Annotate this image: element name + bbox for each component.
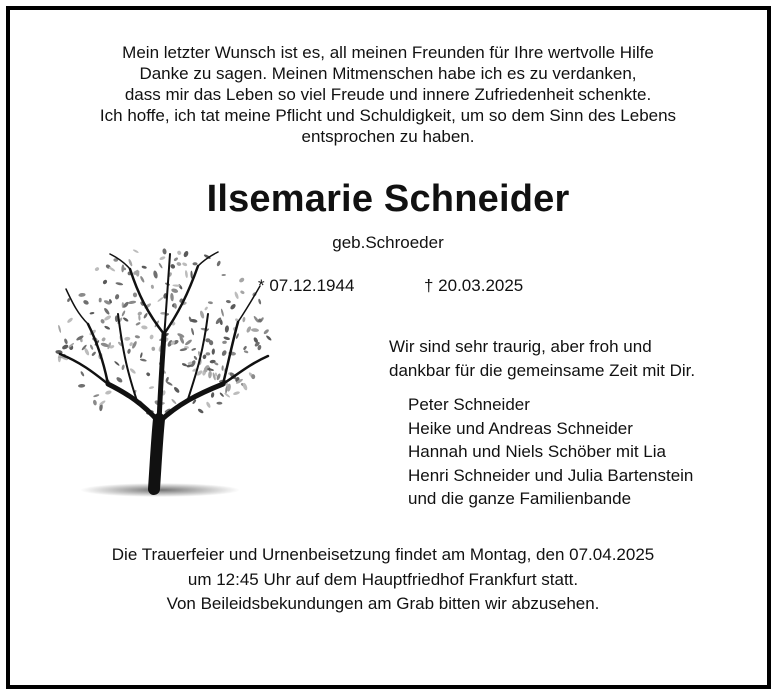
service-line: um 12:45 Uhr auf dem Hauptfriedhof Frankfurt statt.	[187, 569, 579, 589]
death-date: † 20.03.2025	[424, 276, 524, 295]
tree-leaf	[204, 306, 208, 311]
tree-leaf	[89, 312, 94, 315]
tree-leaf	[103, 307, 110, 315]
mourner-line: Hannah und Niels Schöber mit Lia	[408, 442, 666, 461]
tree-leaf	[258, 298, 262, 304]
tree-leaf	[105, 390, 112, 395]
tree-leaf	[173, 386, 180, 394]
tree-leaf	[158, 262, 163, 268]
tree-leaf	[193, 355, 198, 360]
tree-leaf	[151, 284, 155, 289]
tree-leaf	[132, 249, 139, 254]
maiden-name: geb.Schroeder	[332, 233, 444, 252]
poem	[0, 42, 776, 147]
tree-leaf	[191, 348, 196, 352]
tree-leaf	[99, 298, 102, 303]
tree-leaf	[82, 299, 89, 305]
tree-leaf	[141, 325, 148, 330]
tree-leaf	[115, 376, 123, 383]
tree-leaf	[92, 399, 97, 405]
tree-leaf	[243, 345, 248, 350]
tree-leaf	[183, 250, 189, 258]
tree-leaf	[240, 290, 245, 295]
tree-leaf	[78, 293, 86, 298]
tree-leaf	[244, 350, 249, 354]
mourners-list	[408, 393, 693, 511]
tree-leaf	[159, 256, 166, 261]
tree-leaf	[89, 344, 94, 350]
mourner-line: Henri Schneider und Julia Bartenstein	[408, 465, 694, 485]
service-line: Von Beileidsbekundungen am Grab bitten wir abzusehen.	[166, 594, 600, 613]
tree-leaf	[149, 334, 154, 340]
tree-leaf	[234, 291, 240, 299]
tree-leaf	[140, 352, 143, 358]
tree-leaf	[103, 315, 111, 322]
tree-leaf	[128, 300, 137, 304]
tree-leaf	[78, 384, 85, 388]
tree-leaf	[115, 282, 123, 286]
tree-leaf	[137, 311, 143, 316]
tree-leaf	[104, 325, 111, 330]
service-line: Die Trauerfeier und Urnenbeisetzung findet am Montag, den 07.04.2025	[111, 545, 655, 564]
tree-leaf	[222, 341, 227, 345]
tree-leaf	[238, 277, 245, 284]
tree-leaf	[58, 355, 61, 363]
birth-date: * 07.12.1944	[258, 276, 355, 295]
tree-leaf	[129, 368, 136, 375]
tree-icon	[38, 244, 282, 502]
poem-line: entsprochen zu haben.	[301, 127, 475, 146]
tree-leaf	[165, 376, 170, 382]
quote-line: dankbar für die gemeinsame Zeit mit Dir.	[389, 361, 696, 380]
tree-leaf	[185, 270, 189, 278]
tree-leaf	[229, 303, 236, 310]
tree-leaf	[135, 322, 141, 327]
tree-leaf	[199, 310, 205, 319]
tree-leaf	[93, 394, 100, 398]
tree-leaf	[184, 339, 192, 346]
tree-leaf	[135, 335, 141, 339]
tree-leaf	[58, 325, 62, 333]
poem-line: dass mir das Leben so viel Freude und innere Zufriedenheit schenkte.	[124, 85, 652, 104]
tree-leaf	[177, 250, 182, 256]
tree-leaf	[140, 358, 147, 362]
tree-leaf	[233, 391, 241, 396]
tree-leaf	[216, 402, 222, 405]
tree-leaf	[170, 263, 176, 269]
tree-leaf	[143, 312, 148, 319]
tree-leaf	[191, 328, 195, 336]
tree-leaf	[121, 310, 126, 317]
tree-leaf	[208, 301, 213, 304]
tree-leaf	[122, 317, 129, 323]
tree-leaf	[223, 336, 230, 341]
tree-leaf	[173, 257, 178, 262]
tree-leaf	[211, 392, 215, 398]
tree-leaf	[178, 284, 183, 290]
tree-leaf	[94, 267, 100, 272]
tree-leaf	[265, 335, 272, 342]
tree-leaf	[211, 348, 215, 354]
tree-leaf	[80, 371, 85, 377]
tree-leaf	[121, 364, 125, 370]
tree-leaf	[226, 300, 232, 304]
tree-leaf	[216, 260, 221, 267]
tree-leaf	[242, 317, 246, 323]
tree-leaf	[224, 392, 231, 398]
tree-leaf	[102, 279, 108, 285]
tree-leaf	[127, 348, 131, 354]
tree-leaf	[141, 265, 147, 269]
quote-line: Wir sind sehr traurig, aber froh und	[389, 337, 652, 356]
tree-leaf	[246, 326, 252, 334]
tree-leaf	[206, 352, 211, 355]
tree-leaf	[221, 274, 225, 276]
tree-leaf	[149, 386, 155, 390]
tree-leaf	[157, 297, 164, 303]
tree-leaf	[128, 258, 133, 266]
tree-leaf	[220, 308, 224, 316]
tree-leaf	[146, 372, 151, 377]
tree-leaf	[221, 365, 224, 371]
poem-line: Danke zu sagen. Meinen Mitmenschen habe ich es zu verdanken,	[139, 64, 637, 83]
tree-leaf	[182, 262, 188, 267]
tree-leaf	[251, 328, 259, 332]
tree-leaf	[171, 288, 179, 294]
tree-leaf	[197, 408, 204, 414]
tree-leaf	[114, 360, 120, 366]
mourner-line: Peter Schneider	[408, 395, 530, 414]
tree-leaf	[170, 293, 174, 302]
poem-line: Mein letzter Wunsch ist es, all meinen Freunden für Ihre wertvolle Hilfe	[122, 43, 654, 62]
quote	[389, 335, 695, 383]
tree-leaf	[133, 292, 138, 297]
tree-leaf	[76, 335, 85, 342]
mourner-line: Heike und Andreas Schneider	[408, 418, 633, 438]
tree-leaf	[176, 262, 182, 267]
service-info	[0, 543, 766, 617]
tree-leaf	[121, 264, 124, 272]
tree-leaf	[192, 262, 197, 265]
tree-leaf	[224, 325, 229, 333]
tree-leaf	[263, 328, 270, 334]
tree-leaf	[205, 401, 211, 408]
tree-leaf	[91, 351, 96, 357]
tree-leaf	[108, 266, 116, 272]
tree-leaf	[151, 346, 155, 351]
tree-leaf	[66, 317, 73, 324]
tree-leaf	[61, 344, 69, 351]
tree-leaf	[162, 248, 167, 255]
tree-leaf	[138, 315, 141, 321]
mourner-line: und die ganze Familienbande	[408, 489, 632, 508]
tree-leaf	[139, 276, 145, 284]
deceased-name: Ilsemarie Schneider	[206, 178, 570, 220]
tree-leaf	[101, 337, 106, 342]
tree-leaf	[208, 371, 212, 379]
tree-leaf	[219, 392, 224, 397]
tree-leaf	[221, 349, 228, 356]
tree-leaf	[171, 398, 177, 404]
poem-line: Ich hoffe, ich tat meine Pflicht und Schuldigkeit, um so dem Sinn des Lebens	[99, 106, 677, 125]
tree-leaf	[153, 270, 159, 279]
tree-leaf	[124, 337, 130, 341]
tree-leaf	[63, 338, 68, 344]
tree-leaf	[114, 294, 119, 300]
